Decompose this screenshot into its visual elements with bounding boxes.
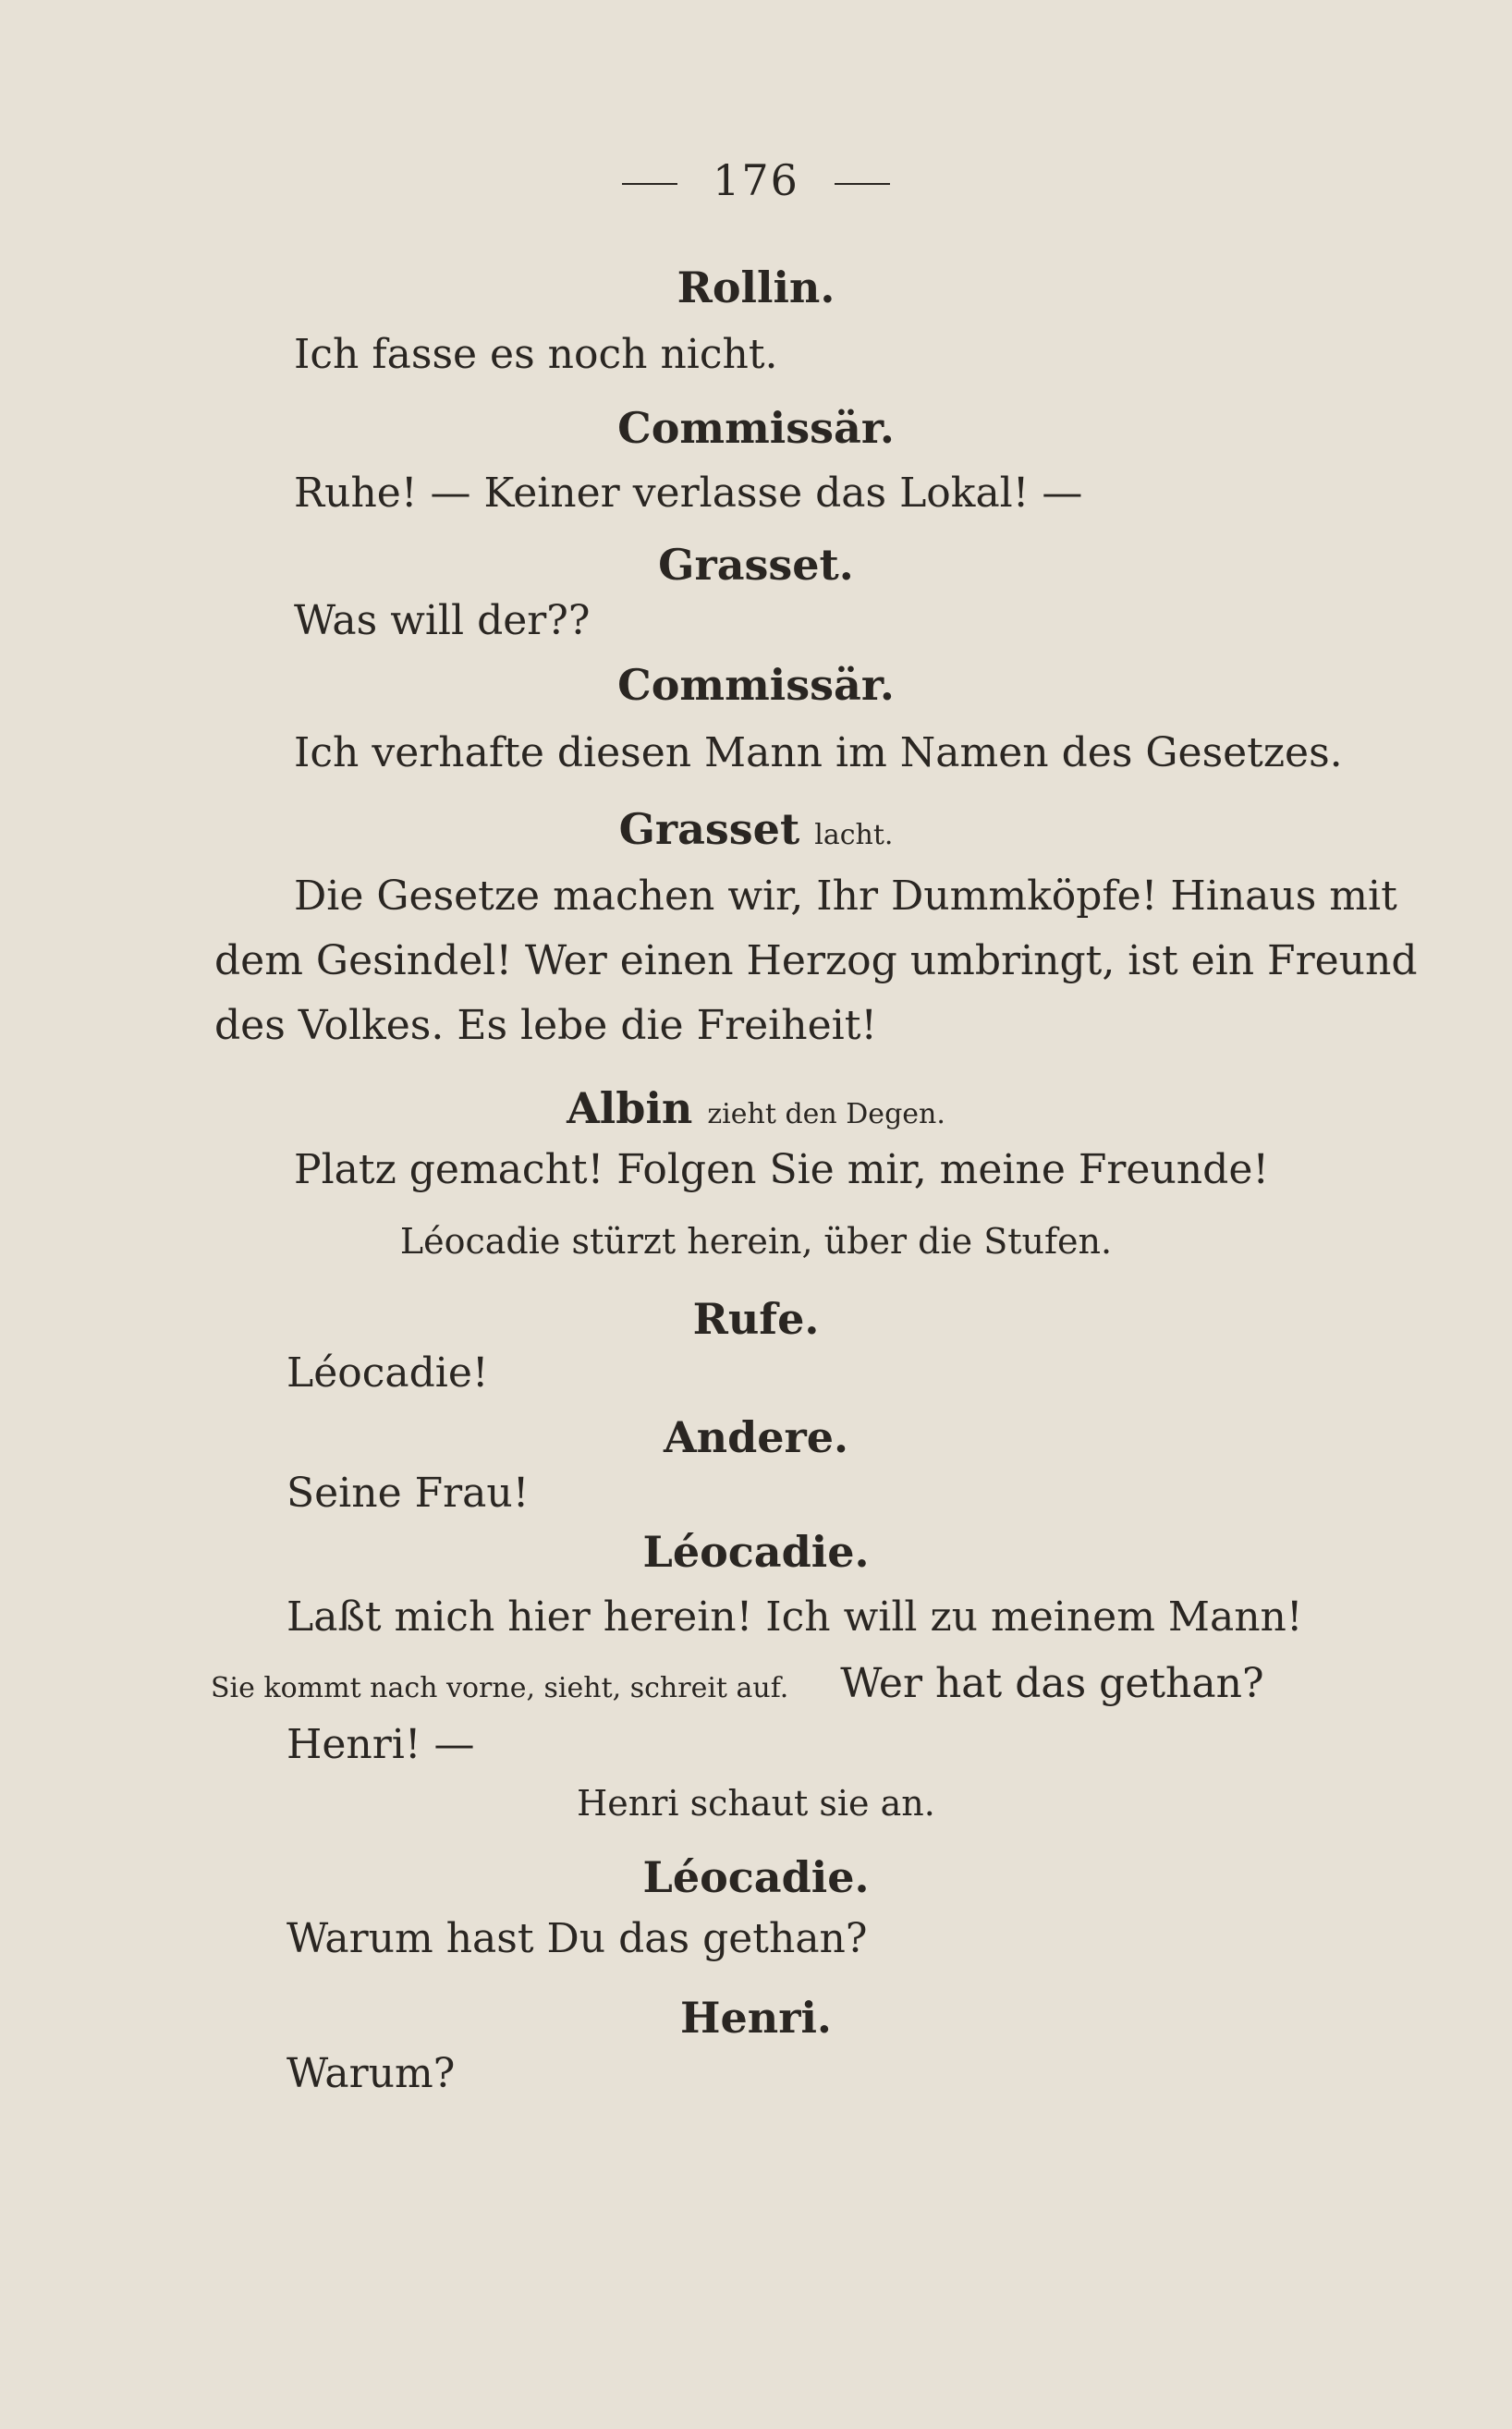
dialogue-line: Laßt mich hier herein! Ich will zu meinem Mann! (287, 1593, 1303, 1641)
dash-left (622, 183, 677, 185)
dialogue-line-with-direction (211, 1660, 1264, 1707)
speaker-albin (0, 1083, 1512, 1133)
dialogue-line: Seine Frau! (287, 1470, 530, 1517)
speaker-commissaer: Commissär. (617, 660, 895, 710)
dialogue-line: Ich verhafte diesen Mann im Namen des Gesetzes. (294, 729, 1343, 776)
speaker-henri: Henri. (680, 1993, 832, 2043)
dialogue-line: Die Gesetze machen wir, Ihr Dummköpfe! Hinaus mit (294, 873, 1397, 920)
speaker-leocadie: Léocadie. (642, 1852, 870, 1902)
stage-direction: Sie kommt nach vorne, sieht, schreit auf. (211, 1672, 789, 1704)
speaker-grasset (0, 804, 1512, 854)
speaker-rufe: Rufe. (692, 1294, 820, 1344)
stage-direction: Henri schaut sie an. (577, 1783, 935, 1824)
dialogue-line: Ruhe! — Keiner verlasse das Lokal! — (294, 470, 1083, 517)
speaker-andere: Andere. (663, 1412, 849, 1462)
page-number-value: 176 (713, 155, 799, 205)
dialogue-line: dem Gesindel! Wer einen Herzog umbringt, ist ein Freund (214, 937, 1418, 984)
dialogue-line: des Volkes. Es lebe die Freiheit! (214, 1002, 878, 1049)
stage-direction: Léocadie stürzt herein, über die Stufen. (399, 1221, 1113, 1262)
dialogue-line: Léocadie! (287, 1349, 489, 1397)
dialogue-line: Platz gemacht! Folgen Sie mir, meine Freunde! (294, 1146, 1270, 1193)
dialogue-text: Wer hat das gethan? (840, 1660, 1264, 1707)
stage-direction: lacht. (814, 819, 894, 851)
speaker-name: Grasset (618, 804, 800, 854)
dash-right (835, 183, 890, 185)
dialogue-line: Warum hast Du das gethan? (287, 1915, 868, 1962)
dialogue-line: Henri! — (287, 1721, 475, 1768)
page-number (0, 155, 1512, 205)
speaker-commissaer: Commissär. (617, 403, 895, 453)
stage-direction: zieht den Degen. (707, 1098, 945, 1130)
speaker-rollin: Rollin. (677, 262, 835, 312)
speaker-leocadie: Léocadie. (642, 1527, 870, 1577)
dialogue-line: Warum? (287, 2050, 456, 2097)
speaker-grasset: Grasset. (658, 540, 854, 590)
dialogue-line: Was will der?? (294, 597, 591, 644)
dialogue-line: Ich fasse es noch nicht. (294, 331, 778, 378)
speaker-name: Albin (567, 1083, 693, 1133)
